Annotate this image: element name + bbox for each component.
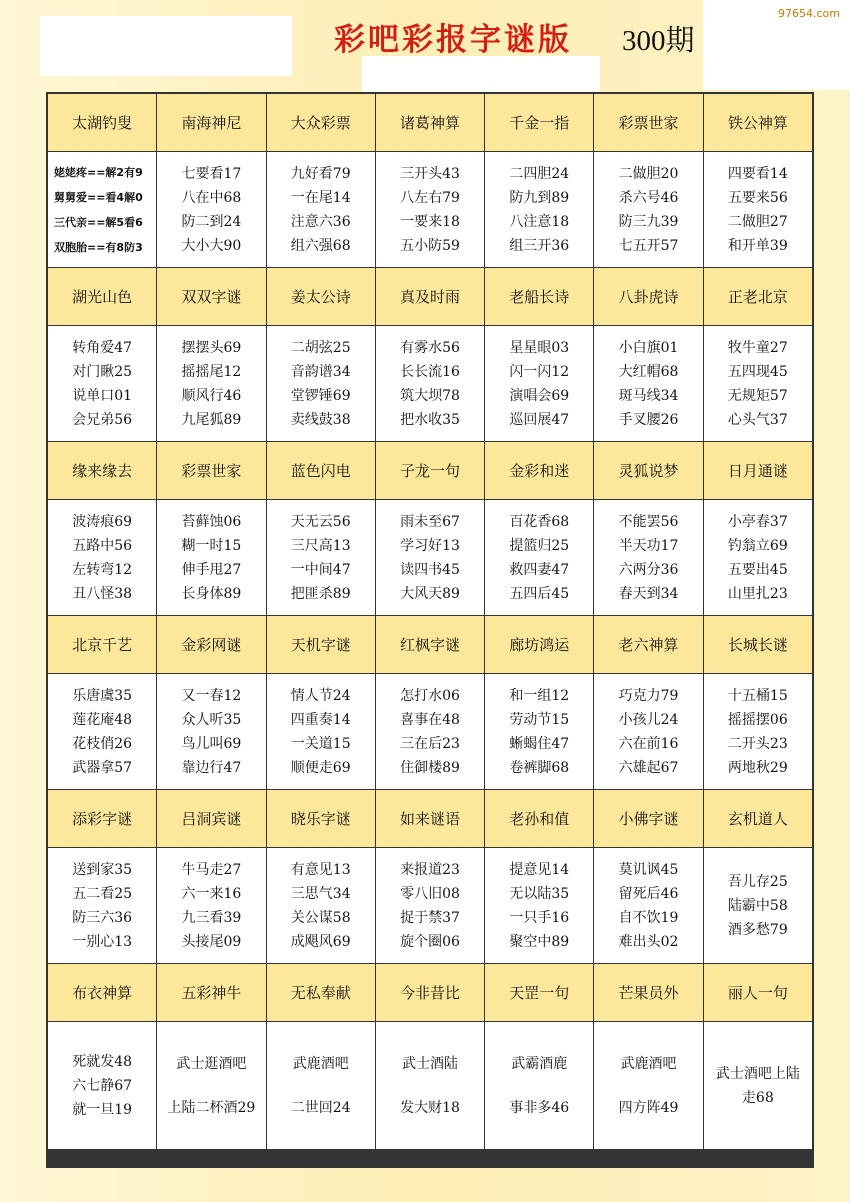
riddle-line: 五路中56 xyxy=(72,537,133,554)
riddle-line: 难出头02 xyxy=(618,933,679,950)
page-title: 彩吧彩报字谜版 xyxy=(334,22,572,58)
riddle-line: 小白旗01 xyxy=(618,339,679,356)
riddle-line: 八注意18 xyxy=(509,213,570,230)
riddle-line: 心头气37 xyxy=(727,411,788,428)
riddle-line: 舅舅爱==看4解0 xyxy=(54,190,143,204)
riddle-line: 斑马线34 xyxy=(618,387,679,404)
riddle-cell xyxy=(704,674,812,789)
riddle-cell xyxy=(267,500,375,615)
riddle-line: 怎打水06 xyxy=(400,687,460,704)
riddle-cell xyxy=(267,326,375,441)
riddle-cell xyxy=(376,674,484,789)
riddle-line: 陆霸中58 xyxy=(727,897,788,914)
riddle-line: 双胞胎==有8防3 xyxy=(54,240,143,254)
riddle-line: 闪一闪12 xyxy=(509,363,570,380)
column-header: 大众彩票 xyxy=(267,94,375,151)
riddle-line: 十五桶15 xyxy=(727,687,788,704)
riddle-line: 劳动节15 xyxy=(509,711,570,728)
riddle-line: 武士逛酒吧 xyxy=(176,1055,247,1072)
riddle-line: 六两分36 xyxy=(618,561,679,578)
column-header: 南海神尼 xyxy=(157,94,265,151)
riddle-line: 二世回24 xyxy=(290,1099,351,1116)
column-header: 日月通谜 xyxy=(704,442,812,499)
riddle-cell xyxy=(594,674,702,789)
riddle-line: 九三看39 xyxy=(181,909,242,926)
riddle-cell xyxy=(157,500,265,615)
riddle-line: 死就发48 xyxy=(72,1053,133,1070)
riddle-cell xyxy=(594,152,702,267)
riddle-line: 四方阵49 xyxy=(618,1099,679,1116)
riddle-line: 防二到24 xyxy=(181,213,242,230)
column-header: 红枫字谜 xyxy=(376,616,484,673)
riddle-cell xyxy=(48,326,156,441)
riddle-line: 留死后46 xyxy=(618,885,679,902)
riddle-cell xyxy=(376,1022,484,1149)
riddle-line: 不能罢56 xyxy=(618,513,679,530)
riddle-cell xyxy=(594,500,702,615)
column-header: 双双字谜 xyxy=(157,268,265,325)
riddle-line: 发大财18 xyxy=(400,1099,460,1116)
riddle-line: 说单口01 xyxy=(72,387,133,404)
riddle-cell xyxy=(267,152,375,267)
riddle-line: 堂锣锤69 xyxy=(290,387,351,404)
riddle-cell xyxy=(485,152,593,267)
column-header: 彩票世家 xyxy=(594,94,702,151)
riddle-cell xyxy=(704,1022,812,1149)
riddle-line: 五小防59 xyxy=(400,237,460,254)
riddle-line: 乐唐虞35 xyxy=(72,687,133,704)
riddle-line: 二胡弦25 xyxy=(290,339,351,356)
riddle-cell xyxy=(485,848,593,963)
column-header: 彩票世家 xyxy=(157,442,265,499)
riddle-line: 手叉腰26 xyxy=(618,411,679,428)
riddle-cell xyxy=(485,500,593,615)
riddle-line: 武器拿57 xyxy=(72,759,133,776)
riddle-line: 雨未至67 xyxy=(400,513,460,530)
column-header: 金彩和迷 xyxy=(485,442,593,499)
riddle-cell xyxy=(157,1022,265,1149)
riddle-line: 丑八怪38 xyxy=(72,585,133,602)
riddle-line: 注意六36 xyxy=(290,213,351,230)
riddle-line: 一在尾14 xyxy=(290,189,351,206)
riddle-line: 摆摆头69 xyxy=(181,339,242,356)
riddle-line: 武霸酒鹿 xyxy=(511,1055,568,1072)
riddle-cell xyxy=(157,326,265,441)
riddle-line: 杀六号46 xyxy=(618,189,679,206)
column-header: 诸葛神算 xyxy=(376,94,484,151)
riddle-line: 伸手甩27 xyxy=(181,561,242,578)
riddle-line: 左转弯12 xyxy=(72,561,133,578)
riddle-line: 九尾狐89 xyxy=(181,411,242,428)
riddle-cell xyxy=(594,848,702,963)
riddle-line: 五四现45 xyxy=(727,363,788,380)
riddle-line: 事非多46 xyxy=(509,1099,570,1116)
riddle-line: 六一来16 xyxy=(181,885,242,902)
column-header: 廊坊鸿运 xyxy=(485,616,593,673)
column-header: 小佛字谜 xyxy=(594,790,702,847)
riddle-line: 会兄弟56 xyxy=(72,411,133,428)
riddle-line: 一中间47 xyxy=(290,561,351,578)
riddle-line: 巡回展47 xyxy=(509,411,570,428)
riddle-line: 酒多愁79 xyxy=(727,921,788,938)
column-header: 添彩字谜 xyxy=(48,790,156,847)
riddle-line: 六雄起67 xyxy=(618,759,679,776)
riddle-line: 二做胆27 xyxy=(727,213,788,230)
column-header: 老六神算 xyxy=(594,616,702,673)
riddle-line: 四重奏14 xyxy=(290,711,351,728)
riddle-line: 顺便走69 xyxy=(290,759,351,776)
column-header: 无私奉献 xyxy=(267,964,375,1021)
riddle-line: 成飓风69 xyxy=(290,933,351,950)
riddle-line: 把水收35 xyxy=(400,411,460,428)
riddle-line: 八左右79 xyxy=(400,189,460,206)
riddle-line: 六七静67 xyxy=(72,1077,133,1094)
column-header: 天罡一句 xyxy=(485,964,593,1021)
riddle-line: 有意见13 xyxy=(290,861,351,878)
column-header: 玄机道人 xyxy=(704,790,812,847)
riddle-line: 卷裤脚68 xyxy=(509,759,570,776)
riddle-line: 组三开36 xyxy=(509,237,570,254)
riddle-line: 对门瞅25 xyxy=(72,363,133,380)
riddle-line: 送到家35 xyxy=(72,861,133,878)
blank-patch-middle xyxy=(362,56,600,92)
riddle-line: 和一组12 xyxy=(509,687,570,704)
riddle-cell xyxy=(157,674,265,789)
column-header: 千金一指 xyxy=(485,94,593,151)
column-header: 北京千艺 xyxy=(48,616,156,673)
riddle-line: 三尺高13 xyxy=(290,537,351,554)
riddle-cell xyxy=(594,326,702,441)
riddle-line: 有雾水56 xyxy=(400,339,460,356)
column-header: 金彩网谜 xyxy=(157,616,265,673)
riddle-line: 小孩儿24 xyxy=(618,711,679,728)
riddle-line: 情人节24 xyxy=(290,687,351,704)
riddle-table xyxy=(46,92,814,1168)
riddle-line: 和开单39 xyxy=(727,237,788,254)
riddle-cell xyxy=(48,152,156,267)
riddle-cell xyxy=(376,326,484,441)
riddle-cell xyxy=(376,848,484,963)
riddle-cell xyxy=(48,1022,156,1149)
riddle-line: 三思气34 xyxy=(290,885,351,902)
column-header: 子龙一句 xyxy=(376,442,484,499)
column-header: 姜太公诗 xyxy=(267,268,375,325)
riddle-line: 学习好13 xyxy=(400,537,460,554)
riddle-line: 五要出45 xyxy=(727,561,788,578)
riddle-line: 无规矩57 xyxy=(727,387,788,404)
riddle-line: 防三九39 xyxy=(618,213,679,230)
riddle-line: 关公谋58 xyxy=(290,909,351,926)
riddle-cell xyxy=(157,848,265,963)
riddle-line: 武士酒吧上陆走68 xyxy=(715,1065,800,1106)
column-header: 老船长诗 xyxy=(485,268,593,325)
riddle-line: 演唱会69 xyxy=(509,387,570,404)
riddle-line: 无以陆35 xyxy=(509,885,570,902)
riddle-line: 天无云56 xyxy=(290,513,351,530)
riddle-cell xyxy=(267,1022,375,1149)
column-header: 正老北京 xyxy=(704,268,812,325)
riddle-line: 旋个圈06 xyxy=(400,933,460,950)
riddle-line: 二开头23 xyxy=(727,735,788,752)
riddle-line: 山里扎23 xyxy=(727,585,788,602)
column-header: 老孙和值 xyxy=(485,790,593,847)
riddle-line: 一关道15 xyxy=(290,735,351,752)
riddle-line: 九好看79 xyxy=(290,165,351,182)
riddle-line: 六在前16 xyxy=(618,735,679,752)
riddle-line: 武士酒陆 xyxy=(401,1055,458,1072)
riddle-line: 莫讥讽45 xyxy=(618,861,679,878)
riddle-line: 救四妻47 xyxy=(509,561,570,578)
riddle-line: 五四后45 xyxy=(509,585,570,602)
column-header: 八卦虎诗 xyxy=(594,268,702,325)
riddle-line: 小亭春37 xyxy=(727,513,788,530)
riddle-line: 三在后23 xyxy=(400,735,460,752)
riddle-line: 五二看25 xyxy=(72,885,133,902)
riddle-line: 大风天89 xyxy=(400,585,460,602)
site-watermark[interactable]: 97654.com xyxy=(774,6,844,21)
column-header: 蓝色闪电 xyxy=(267,442,375,499)
riddle-line: 鸟儿叫69 xyxy=(181,735,242,752)
riddle-line: 长身体89 xyxy=(181,585,242,602)
issue-number: 300期 xyxy=(622,25,695,57)
riddle-line: 音韵谱34 xyxy=(290,363,351,380)
column-header: 长城长谜 xyxy=(704,616,812,673)
riddle-line: 花枝俏26 xyxy=(72,735,133,752)
riddle-line: 就一旦19 xyxy=(72,1101,133,1118)
riddle-line: 把匪杀89 xyxy=(290,585,351,602)
riddle-line: 住御楼89 xyxy=(400,759,460,776)
riddle-cell xyxy=(48,500,156,615)
riddle-line: 长长流16 xyxy=(400,363,460,380)
column-header: 如来谜语 xyxy=(376,790,484,847)
riddle-line: 一只手16 xyxy=(509,909,570,926)
riddle-cell xyxy=(704,500,812,615)
riddle-cell xyxy=(485,674,593,789)
riddle-line: 来报道23 xyxy=(400,861,460,878)
riddle-cell xyxy=(267,848,375,963)
riddle-line: 自不饮19 xyxy=(618,909,679,926)
column-header: 太湖钓叟 xyxy=(48,94,156,151)
riddle-line: 春天到34 xyxy=(618,585,679,602)
riddle-line: 两地秋29 xyxy=(727,759,788,776)
riddle-line: 一要来18 xyxy=(400,213,460,230)
column-header: 五彩神牛 xyxy=(157,964,265,1021)
riddle-line: 聚空中89 xyxy=(509,933,570,950)
riddle-line: 巧克力79 xyxy=(618,687,679,704)
riddle-line: 姥姥疼==解2有9 xyxy=(54,165,143,179)
riddle-line: 捉于禁37 xyxy=(400,909,460,926)
riddle-line: 大小大90 xyxy=(181,237,242,254)
riddle-line: 防九到89 xyxy=(509,189,570,206)
riddle-line: 牛马走27 xyxy=(181,861,242,878)
riddle-cell xyxy=(48,848,156,963)
riddle-cell xyxy=(594,1022,702,1149)
riddle-line: 摇摇尾12 xyxy=(181,363,242,380)
riddle-line: 组六强68 xyxy=(290,237,351,254)
riddle-line: 武鹿酒吧 xyxy=(620,1055,677,1072)
column-header: 湖光山色 xyxy=(48,268,156,325)
riddle-line: 二做胆20 xyxy=(618,165,679,182)
riddle-line: 二四胆24 xyxy=(509,165,570,182)
riddle-cell xyxy=(704,848,812,963)
column-header: 丽人一句 xyxy=(704,964,812,1021)
riddle-line: 糊一时15 xyxy=(181,537,242,554)
riddle-line: 读四书45 xyxy=(400,561,460,578)
riddle-cell xyxy=(267,674,375,789)
riddle-line: 喜事在48 xyxy=(400,711,460,728)
riddle-line: 莲花庵48 xyxy=(72,711,133,728)
riddle-line: 蜥蝎住47 xyxy=(509,735,570,752)
riddle-cell xyxy=(376,152,484,267)
riddle-line: 靠边行47 xyxy=(181,759,242,776)
riddle-line: 三代亲==解5看6 xyxy=(54,215,143,229)
riddle-line: 八在中68 xyxy=(181,189,242,206)
riddle-line: 钓翁立69 xyxy=(727,537,788,554)
riddle-cell xyxy=(48,674,156,789)
riddle-line: 星星眼03 xyxy=(509,339,570,356)
riddle-line: 众人听35 xyxy=(181,711,242,728)
riddle-cell xyxy=(704,326,812,441)
riddle-line: 头接尾09 xyxy=(181,933,242,950)
column-header: 天机字谜 xyxy=(267,616,375,673)
column-header: 晓乐字谜 xyxy=(267,790,375,847)
riddle-line: 波涛痕69 xyxy=(72,513,133,530)
riddle-line: 筑大坝78 xyxy=(400,387,460,404)
riddle-line: 转角爱47 xyxy=(72,339,133,356)
riddle-line: 五要来56 xyxy=(727,189,788,206)
blank-patch-left xyxy=(40,16,292,76)
riddle-line: 吾儿存25 xyxy=(727,873,788,890)
column-header: 灵狐说梦 xyxy=(594,442,702,499)
riddle-line: 又一春12 xyxy=(181,687,242,704)
riddle-line: 百花香68 xyxy=(509,513,570,530)
riddle-line: 防三六36 xyxy=(72,909,133,926)
riddle-line: 一别心13 xyxy=(72,933,133,950)
riddle-line: 七五开57 xyxy=(618,237,679,254)
column-header: 铁公神算 xyxy=(704,94,812,151)
riddle-cell xyxy=(704,152,812,267)
riddle-line: 顺风行46 xyxy=(181,387,242,404)
column-header: 芒果员外 xyxy=(594,964,702,1021)
riddle-line: 三开头43 xyxy=(400,165,460,182)
riddle-line: 七要看17 xyxy=(181,165,242,182)
column-header: 吕洞宾谜 xyxy=(157,790,265,847)
riddle-line: 零八旧08 xyxy=(400,885,460,902)
riddle-line: 摇摇摆06 xyxy=(727,711,788,728)
column-header: 真及时雨 xyxy=(376,268,484,325)
riddle-line: 提意见14 xyxy=(509,861,570,878)
riddle-cell xyxy=(376,500,484,615)
riddle-line: 大红帽68 xyxy=(618,363,679,380)
riddle-line: 提篮归25 xyxy=(509,537,570,554)
riddle-line: 四要看14 xyxy=(727,165,788,182)
column-header: 布衣神算 xyxy=(48,964,156,1021)
riddle-line: 上陆二杯酒29 xyxy=(167,1099,256,1116)
riddle-cell xyxy=(485,326,593,441)
riddle-cell xyxy=(157,152,265,267)
riddle-line: 半天功17 xyxy=(618,537,679,554)
column-header: 今非昔比 xyxy=(376,964,484,1021)
column-header: 缘来缘去 xyxy=(48,442,156,499)
riddle-line: 卖线鼓38 xyxy=(290,411,351,428)
riddle-line: 武鹿酒吧 xyxy=(292,1055,349,1072)
riddle-line: 牧牛童27 xyxy=(727,339,788,356)
riddle-cell xyxy=(485,1022,593,1149)
riddle-line: 苔藓蚀06 xyxy=(181,513,242,530)
